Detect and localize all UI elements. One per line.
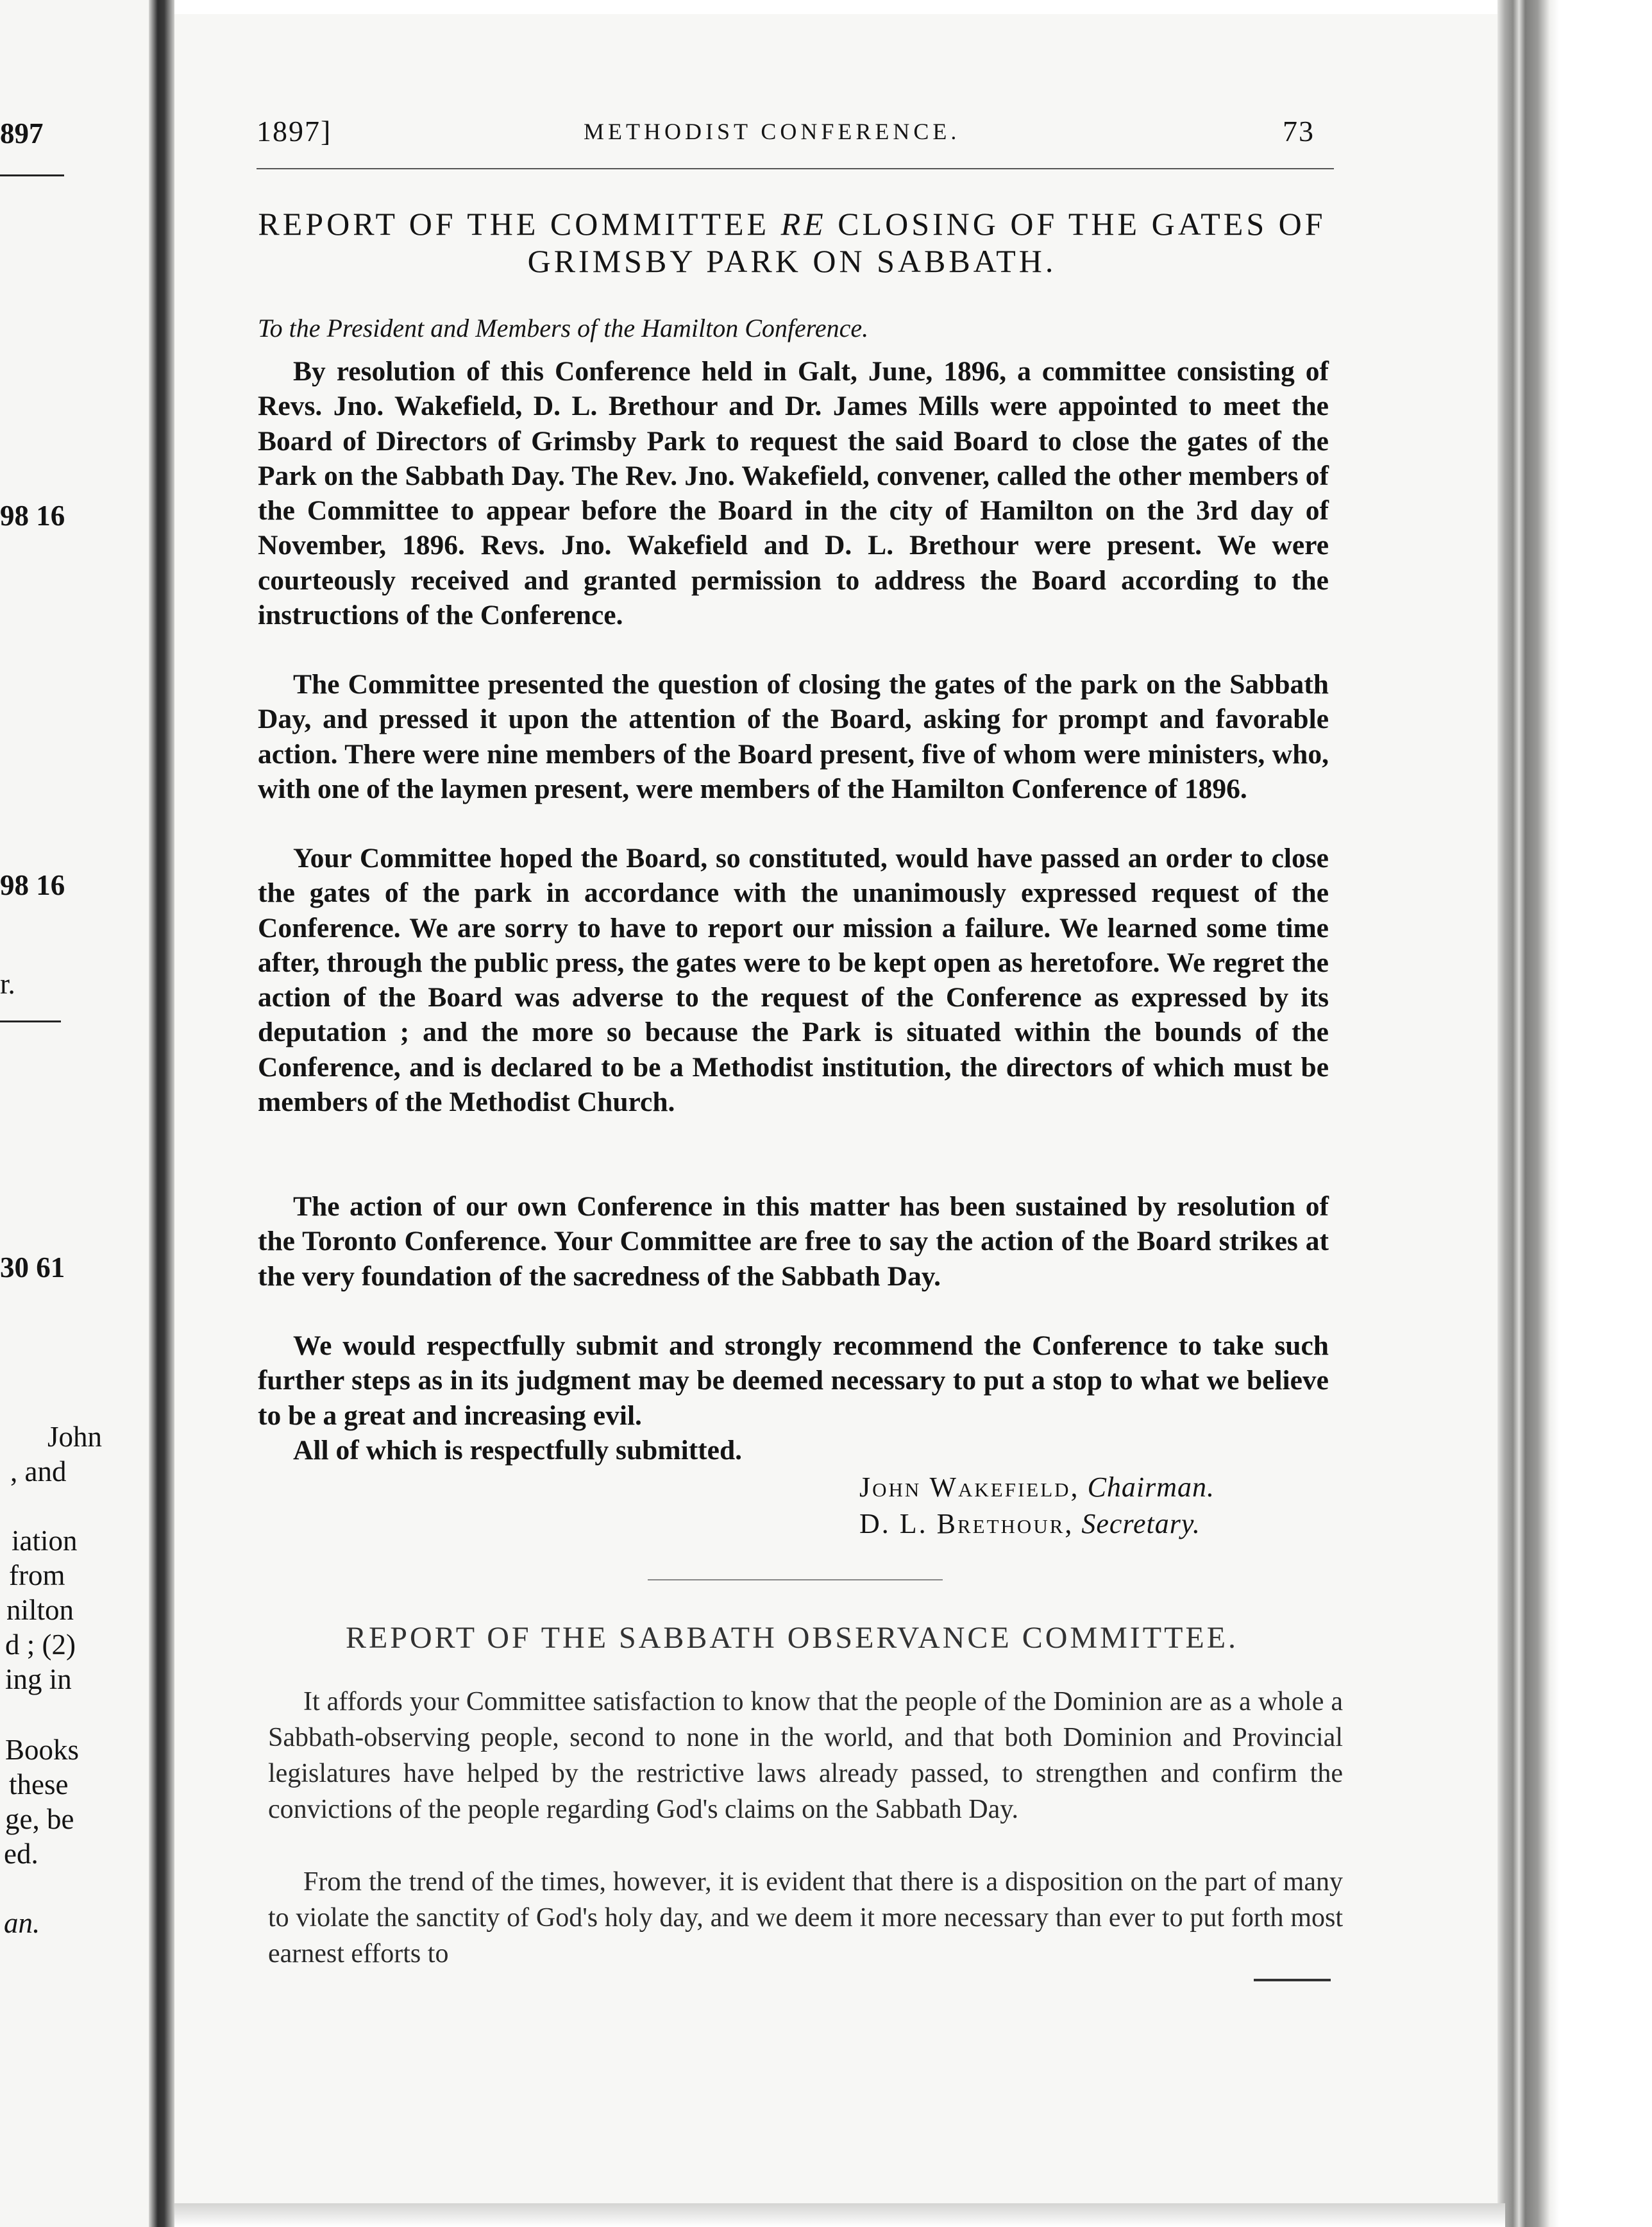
report-heading: REPORT OF THE SABBATH OBSERVANCE COMMITTEE. bbox=[345, 1621, 1239, 1655]
left-page-line: 98 16 bbox=[0, 500, 65, 532]
running-header-year: 1897] bbox=[257, 115, 332, 148]
left-page-line: Books bbox=[5, 1734, 80, 1766]
left-page-line: , and bbox=[10, 1455, 67, 1487]
left-page-rule bbox=[0, 1020, 61, 1022]
left-page-line: d ; (2) bbox=[5, 1629, 76, 1661]
section-divider bbox=[648, 1579, 943, 1580]
header-rule bbox=[257, 168, 1334, 169]
heading-part: CLOSING OF THE GATES OF GRIMSBY PARK ON SABBATH. bbox=[527, 206, 1326, 279]
left-page-line: ge, be bbox=[5, 1803, 74, 1835]
left-page-line: ed. bbox=[4, 1838, 38, 1870]
report-heading bbox=[244, 205, 1340, 280]
left-page-line: an. bbox=[4, 1907, 40, 1939]
book-gutter-shadow bbox=[149, 0, 174, 2227]
body-paragraph: We would respectfully submit and strongly recommend the Conference to take such further steps as in its judgment may be deemed necessary to put a stop to what we believe to be a great and increasing evil. bbox=[258, 1330, 1329, 1431]
left-page-line: ing in bbox=[5, 1663, 72, 1695]
page-number: 73 bbox=[1283, 115, 1315, 148]
left-page-line: iation bbox=[12, 1525, 78, 1557]
left-page-line: 897 bbox=[0, 117, 44, 149]
body-paragraph: Your Committee hoped the Board, so constituted, would have passed an order to close the gates of the park in accordance with the unanimously expressed request of the Conference. We are sorry to have to report our mission a failure. We learned some time after, through the public press, the gates were to be kept open as heretofore. We regret the action of the Board was adverse to the request of the Conference as expressed by its deputation ; and the more so because the Park is situated within the bounds of the Conference, and is declared to be a Methodist institution, the directors of which must be members of the Methodist Church. bbox=[258, 843, 1329, 1118]
signatory-name: D. L. Brethour, bbox=[859, 1508, 1074, 1539]
left-page-line: r. bbox=[0, 968, 15, 1000]
body-paragraph: The Committee presented the question of closing the gates of the park on the Sabbath Day, and pressed it upon the attention of the Board, asking for prompt and favorable action. There were nine members of the Board present, five of whom were ministers, who, with one of the laymen present, were members of the Hamilton Conference of 1896. bbox=[258, 669, 1329, 804]
left-page-line: 98 16 bbox=[0, 869, 65, 901]
body-paragraph: All of which is respectfully submitted. bbox=[293, 1435, 743, 1466]
body-paragraph: From the trend of the times, however, it is evident that there is a disposition on the part of many to violate the sanctity of God's holy day, and we deem it more necessary than ever to put forth most earnest efforts to bbox=[268, 1867, 1343, 1969]
page-bottom-shadow bbox=[174, 2203, 1505, 2227]
signature-chairman bbox=[859, 1471, 1215, 1503]
page-stack-edge bbox=[1497, 0, 1652, 2227]
salutation: To the President and Members of the Hamilton Conference. bbox=[258, 314, 869, 343]
left-page-line: from bbox=[9, 1559, 65, 1591]
body-paragraph: The action of our own Conference in this matter has been sustained by resolution of the Toronto Conference. Your Committee are free to say the action of the Board strikes at the very foundation of the sacredness of the Sabbath Day. bbox=[258, 1191, 1329, 1292]
heading-part: REPORT OF THE COMMITTEE bbox=[258, 206, 781, 242]
left-page-line: 30 61 bbox=[0, 1251, 65, 1283]
left-page-rule bbox=[0, 174, 64, 176]
left-page-line: nilton bbox=[6, 1594, 74, 1626]
signatory-name: John Wakefield, bbox=[859, 1471, 1080, 1503]
body-paragraph: It affords your Committee satisfaction to know that the people of the Dominion are as a whole a Sabbath-observing people, second to none in the world, and that both Dominion and Provincial legislatures have helped by the restrictive laws already passed, to strengthen and confirm the convictions of the people regarding God's claims on the Sabbath Day. bbox=[268, 1687, 1343, 1824]
body-paragraph: By resolution of this Conference held in Galt, June, 1896, a committee consisting of Revs. Jno. Wakefield, D. L. Brethour and Dr. James Mills were appointed to meet the Board of Directors of Grimsby Park to request the said Board to close the gates of the Park on the Sabbath Day. The Rev. Jno. Wakefield, convener, called the other members of the Committee to appear before the Board in the city of Hamilton on the 3rd day of November, 1896. Revs. Jno. Wakefield and D. L. Brethour were present. We were courteously received and granted permission to address the Board according to the instructions of the Conference. bbox=[258, 356, 1329, 631]
running-header-title: METHODIST CONFERENCE. bbox=[584, 119, 961, 144]
running-header bbox=[257, 114, 1334, 153]
previous-page-edge bbox=[0, 0, 154, 2227]
heading-re: RE bbox=[780, 206, 827, 242]
signature-secretary bbox=[859, 1507, 1201, 1540]
left-page-line: John bbox=[47, 1421, 103, 1453]
signatory-role: Chairman. bbox=[1087, 1471, 1215, 1503]
catchword-rule bbox=[1254, 1979, 1331, 1981]
signatory-role: Secretary. bbox=[1081, 1508, 1201, 1539]
left-page-line: these bbox=[9, 1768, 69, 1800]
